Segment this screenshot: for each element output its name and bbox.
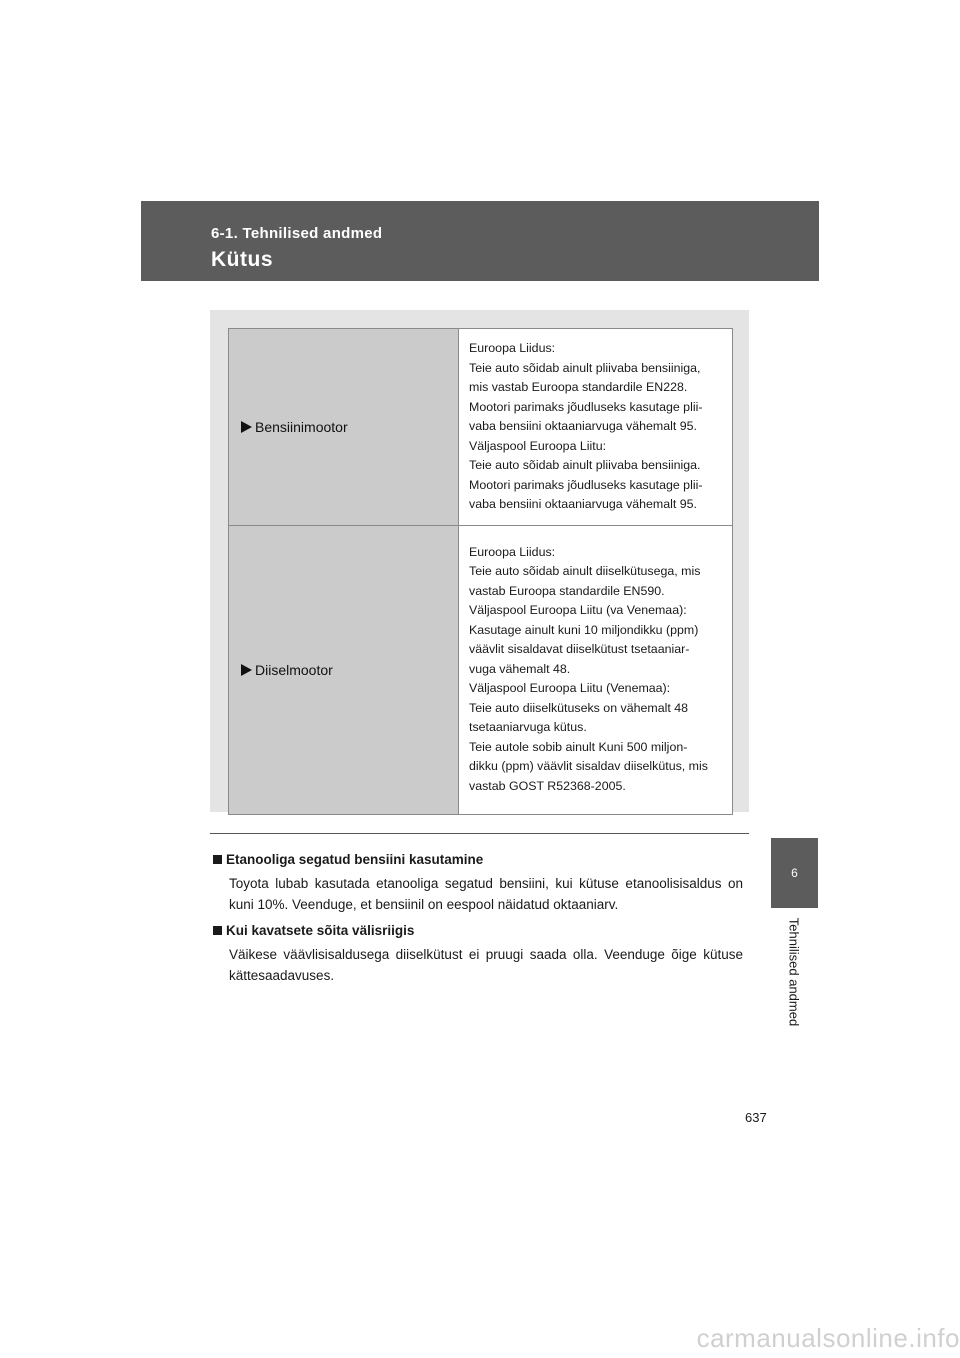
description-line: Teie auto sõidab ainult diiselkütusega, mis [469, 564, 701, 579]
section-divider [210, 833, 749, 834]
table-row [229, 525, 733, 814]
page-title: Kütus [211, 248, 273, 271]
chapter-tab[interactable] [771, 838, 818, 908]
note-body: Toyota lubab kasutada etanooliga segatud bensiini, kui kütuse etanoolisisaldus on kuni 10%. Veenduge, et bensiinil on eespool näidatud oktaaniarv. [229, 876, 743, 912]
engine-cell [229, 525, 459, 814]
description-line: dikku (ppm) väävlit sisaldav diiselkütus, mis [469, 759, 708, 774]
chapter-number: 6 [791, 866, 798, 880]
triangle-bullet-icon [241, 664, 252, 676]
fuel-panel [210, 310, 749, 812]
description-line: Teie auto sõidab ainult pliivaba bensiiniga, [469, 360, 701, 375]
description-line: mis vastab Euroopa standardile EN228. [469, 380, 688, 394]
note-heading [213, 923, 743, 938]
note-heading-text: Kui kavatsete sõita välisriigis [226, 923, 415, 938]
square-bullet-icon [213, 855, 222, 864]
description-line: vastab Euroopa standardile EN590. [469, 583, 665, 598]
description-line: Teie autole sobib ainult Kuni 500 miljon- [469, 739, 688, 754]
description-line: väävlit sisaldavat diiselkütust tsetaaniar- [469, 642, 690, 657]
description-line: Mootori parimaks jõudluseks kasutage plii- [469, 399, 703, 414]
description-line: Kasutage ainult kuni 10 miljondikku (ppm) [469, 622, 699, 637]
description-line: vaba bensiini oktaaniarvuga vähemalt 95. [469, 419, 697, 433]
fuel-description [459, 329, 733, 526]
description-line: Teie auto sõidab ainult pliivaba bensiiniga. [469, 458, 701, 472]
description-line: vuga vähemalt 48. [469, 661, 571, 676]
chapter-side-label: Tehnilised andmed [786, 917, 802, 1027]
description-line: tsetaaniarvuga kütus. [469, 720, 587, 735]
triangle-bullet-icon [241, 421, 252, 433]
note-heading [213, 852, 743, 867]
description-line: Väljaspool Euroopa Liitu (va Venemaa): [469, 603, 687, 618]
description-line: Euroopa Liidus: [469, 341, 556, 355]
note-body: Väikese väävlisisaldusega diiselkütust ei pruugi saada olla. Veenduge õige kütuse kättesaadavuses. [229, 947, 743, 983]
watermark-text: carmanualsonline.info [696, 1323, 960, 1353]
engine-label: Diiselmootor [255, 661, 333, 678]
fuel-description [459, 525, 733, 814]
chapter-header [141, 201, 819, 281]
description-line: vaba bensiini oktaaniarvuga vähemalt 95. [469, 497, 697, 511]
description-line: vastab GOST R52368-2005. [469, 778, 626, 793]
engine-cell [229, 329, 459, 526]
description-line: Euroopa Liidus: [469, 544, 556, 559]
page-number: 637 [745, 1110, 767, 1125]
description-line: Väljaspool Euroopa Liitu (Venemaa): [469, 681, 671, 696]
fuel-table [228, 328, 733, 815]
note-heading-text: Etanooliga segatud bensiini kasutamine [226, 852, 484, 867]
square-bullet-icon [213, 926, 222, 935]
description-line: Väljaspool Euroopa Liitu: [469, 438, 607, 453]
notes-section [213, 852, 743, 994]
section-label: 6-1. Tehnilised andmed [211, 225, 383, 242]
engine-label: Bensiinimootor [255, 418, 348, 435]
description-line: Mootori parimaks jõudluseks kasutage plii- [469, 477, 703, 492]
description-line: Teie auto diiselkütuseks on vähemalt 48 [469, 700, 689, 715]
table-row [229, 329, 733, 526]
watermark [0, 1323, 960, 1358]
